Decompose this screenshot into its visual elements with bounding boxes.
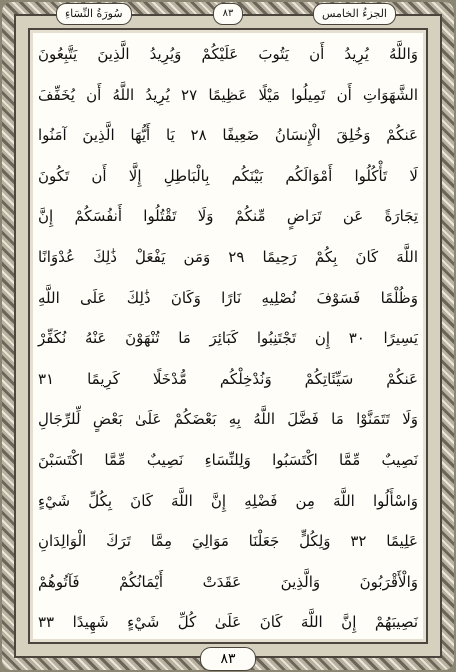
text-line: عَنكُمْ وَخُلِقَ الْإِنسَانُ ضَعِيفًا ٢٨ يَا أَيُّهَا الَّذِينَ آمَنُوا xyxy=(38,126,418,145)
text-line: عَنكُمْ سَيِّئَاتِكُمْ وَنُدْخِلْكُم مُّدْخَلًا كَرِيمًا ٣١ xyxy=(38,369,418,388)
text-line: يَسِيرًا ٣٠ إِن تَجْتَنِبُوا كَبَائِرَ مَا تُنْهَوْنَ عَنْهُ نُكَفِّرْ xyxy=(38,329,418,348)
text-line: لَا تَأْكُلُوا أَمْوَالَكُم بَيْنَكُم بِالْبَاطِلِ إِلَّا أَن تَكُونَ xyxy=(38,166,418,185)
quran-text-block xyxy=(38,34,418,638)
text-line: وَظُلْمًا فَسَوْفَ نُصْلِيهِ نَارًا وَكَانَ ذَٰلِكَ عَلَى اللَّهِ xyxy=(38,288,418,307)
text-line: وَاسْأَلُوا اللَّهَ مِن فَضْلِهِ إِنَّ اللَّهَ كَانَ بِكُلِّ شَيْءٍ xyxy=(38,491,418,510)
page-footer xyxy=(0,647,456,671)
text-line: نَصِيبَهُمْ إِنَّ اللَّهَ كَانَ عَلَىٰ كُلِّ شَيْءٍ شَهِيدًا ٣٣ xyxy=(38,613,418,632)
text-line: عَلِيمًا ٣٢ وَلِكُلٍّ جَعَلْنَا مَوَالِيَ مِمَّا تَرَكَ الْوَالِدَانِ xyxy=(38,532,418,551)
page-number: ٨٣ xyxy=(200,647,256,671)
juz-label: الجزءُ الخامس xyxy=(313,3,396,25)
text-line: وَاللَّهُ يُرِيدُ أَن يَتُوبَ عَلَيْكُمْ وَيُرِيدُ الَّذِينَ يَتَّبِعُونَ xyxy=(38,45,418,63)
text-line: وَالْأَقْرَبُونَ وَالَّذِينَ عَقَدَتْ أَيْمَانُكُمْ فَآتُوهُمْ xyxy=(38,572,418,591)
text-line: نَصِيبٌ مِّمَّا اكْتَسَبُوا وَلِلنِّسَاءِ نَصِيبٌ مِّمَّا اكْتَسَبْنَ xyxy=(38,450,418,469)
text-line: اللَّهَ كَانَ بِكُمْ رَحِيمًا ٢٩ وَمَن يَفْعَلْ ذَٰلِكَ عُدْوَانًا xyxy=(38,247,418,266)
juz-number-badge: ٨٣ xyxy=(213,3,243,25)
page-header xyxy=(0,3,456,25)
text-line: الشَّهَوَاتِ أَن تَمِيلُوا مَيْلًا عَظِيمًا ٢٧ يُرِيدُ اللَّهُ أَن يُخَفِّفَ xyxy=(38,85,418,104)
text-line: تِجَارَةً عَن تَرَاضٍ مِّنكُمْ وَلَا تَقْتُلُوا أَنفُسَكُمْ إِنَّ xyxy=(38,207,418,226)
text-line: وَلَا تَتَمَنَّوْا مَا فَضَّلَ اللَّهُ بِهِ بَعْضَكُمْ عَلَىٰ بَعْضٍ لِّلرِّجَالِ xyxy=(38,410,418,429)
surah-label: سُورَةُ النِّسَاءِ xyxy=(56,3,132,25)
